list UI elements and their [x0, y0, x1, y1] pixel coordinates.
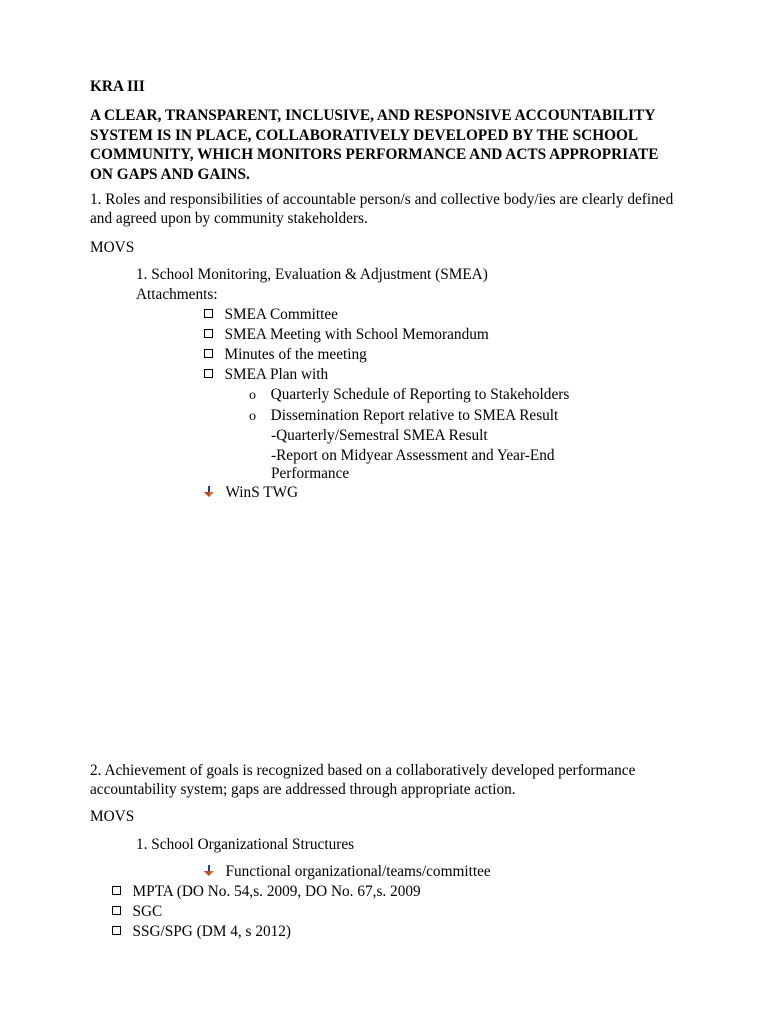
item-label: SSG/SPG (DM 4, s 2012)	[132, 923, 292, 940]
list-item	[204, 325, 489, 344]
list-item	[204, 483, 298, 502]
list-item	[112, 922, 291, 941]
sub-item-label: Dissemination Report relative to SMEA Result	[270, 407, 559, 424]
list-item	[249, 406, 558, 426]
attachment-label: SMEA Committee	[224, 306, 338, 323]
checkbox-square-icon	[204, 329, 213, 338]
checkbox-square-icon	[204, 369, 213, 378]
checkbox-square-icon	[112, 926, 121, 935]
list-item	[204, 345, 367, 364]
attachment-label: SMEA Meeting with School Memorandum	[224, 326, 489, 343]
circle-bullet-icon: o	[249, 409, 256, 424]
checkbox-square-icon	[204, 349, 213, 358]
arrow-item-label: Functional organizational/teams/committee	[225, 863, 491, 880]
sub-note: -Quarterly/Semestral SMEA Result	[271, 427, 488, 444]
section1-text: 1. Roles and responsibilities of accountable person/s and collective body/ies are clearly defined and agreed upon by community stakeholders.	[90, 191, 674, 227]
item-label: MPTA (DO No. 54,s. 2009, DO No. 67,s. 2009	[132, 883, 421, 900]
sub-note: Performance	[271, 465, 350, 482]
section2-item-title: 1. School Organizational Structures	[136, 836, 355, 853]
list-item	[204, 862, 491, 881]
attachment-label: SMEA Plan with	[224, 366, 329, 383]
kra-heading: A CLEAR, TRANSPARENT, INCLUSIVE, AND RESPONSIVE ACCOUNTABILITY SYSTEM IS IN PLACE, COLLABORATIVELY DEVELOPED BY THE SCHOOL COMMUNITY, WHICH MONITORS PERFORMANCE AND ACTS APPROPRIATE ON GAPS AND GAINS.	[90, 107, 659, 183]
section2-movs-label: MOVS	[90, 808, 135, 825]
arrow-bullet-icon	[204, 865, 214, 877]
arrow-bullet-icon	[204, 486, 214, 498]
list-item	[112, 882, 421, 901]
list-item	[112, 902, 162, 921]
checkbox-square-icon	[112, 886, 121, 895]
section1-item-title: 1. School Monitoring, Evaluation & Adjustment (SMEA)	[136, 266, 488, 283]
section1-attachments-label: Attachments:	[136, 286, 218, 303]
checkbox-square-icon	[112, 906, 121, 915]
sub-item-label: Quarterly Schedule of Reporting to Stakeholders	[270, 386, 570, 403]
attachment-label: Minutes of the meeting	[224, 346, 367, 363]
list-item	[204, 305, 338, 324]
section2-text: 2. Achievement of goals is recognized based on a collaboratively developed performance accountability system; gaps are addressed through appropriate action.	[90, 762, 636, 798]
item-label: SGC	[132, 903, 163, 920]
list-item	[249, 385, 569, 405]
document-title: KRA III	[90, 78, 145, 95]
section1-movs-label: MOVS	[90, 239, 135, 256]
list-item	[204, 365, 328, 384]
circle-bullet-icon: o	[249, 388, 256, 403]
sub-note: -Report on Midyear Assessment and Year-End	[271, 447, 555, 464]
checkbox-square-icon	[204, 309, 213, 318]
arrow-item-label: WinS TWG	[225, 484, 299, 501]
